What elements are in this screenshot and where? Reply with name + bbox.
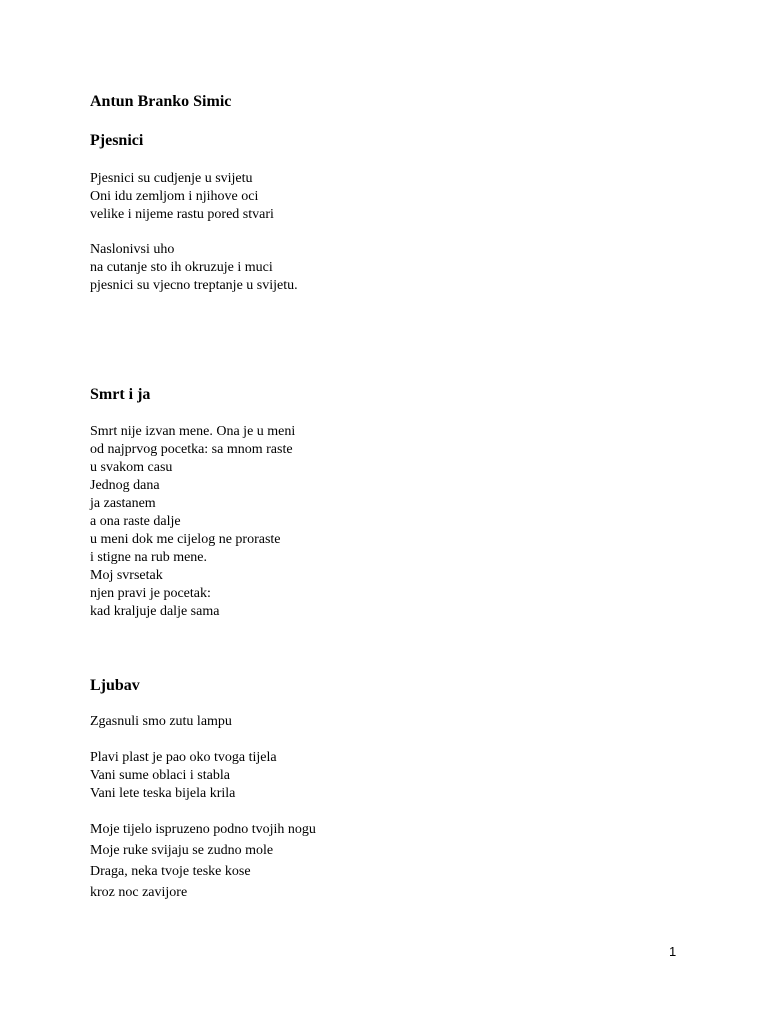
poem-line: Oni idu zemljom i njihove oci xyxy=(90,189,259,204)
poem-line: velike i nijeme rastu pored stvari xyxy=(90,207,274,222)
author-name: Antun Branko Simic xyxy=(90,93,232,110)
poem-line: u svakom casu xyxy=(90,460,173,475)
poem-stanza xyxy=(90,713,232,731)
poem-stanza xyxy=(90,749,277,803)
poem-line: i stigne na rub mene. xyxy=(90,550,208,565)
poem-line: kroz noc zavijore xyxy=(90,885,188,900)
poem-line: Vani sume oblaci i stabla xyxy=(90,768,230,783)
page-number: 1 xyxy=(669,944,677,959)
poem-line: a ona raste dalje xyxy=(90,514,181,529)
poem-stanza xyxy=(90,819,316,903)
poem-line: ja zastanem xyxy=(90,496,156,511)
poem-line: pjesnici su vjecno treptanje u svijetu. xyxy=(90,278,298,293)
poem-line: na cutanje sto ih okruzuje i muci xyxy=(90,260,273,275)
poem-line: Moje tijelo ispruzeno podno tvojih nogu xyxy=(90,822,316,837)
poem-stanza xyxy=(90,241,298,295)
poem-line: Pjesnici su cudjenje u svijetu xyxy=(90,171,253,186)
poem-line: Vani lete teska bijela krila xyxy=(90,786,236,801)
poem-line: Zgasnuli smo zutu lampu xyxy=(90,714,232,729)
poem-line: Smrt nije izvan mene. Ona je u meni xyxy=(90,424,296,439)
poem-stanza xyxy=(90,423,295,621)
poem-line: od najprvog pocetka: sa mnom raste xyxy=(90,442,293,457)
poem-line: u meni dok me cijelog ne proraste xyxy=(90,532,281,547)
poem-title: Pjesnici xyxy=(90,132,144,149)
poem-line: Naslonivsi uho xyxy=(90,242,175,257)
poem-line: njen pravi je pocetak: xyxy=(90,586,211,601)
poem-line: Jednog dana xyxy=(90,478,160,493)
poem-stanza xyxy=(90,170,274,224)
poem-title: Ljubav xyxy=(90,677,140,694)
poem-line: Moje ruke svijaju se zudno mole xyxy=(90,843,274,858)
poem-title: Smrt i ja xyxy=(90,386,151,403)
poem-line: Moj svrsetak xyxy=(90,568,163,583)
poem-line: kad kraljuje dalje sama xyxy=(90,604,220,619)
poem-line: Draga, neka tvoje teske kose xyxy=(90,864,251,879)
poem-line: Plavi plast je pao oko tvoga tijela xyxy=(90,750,277,765)
